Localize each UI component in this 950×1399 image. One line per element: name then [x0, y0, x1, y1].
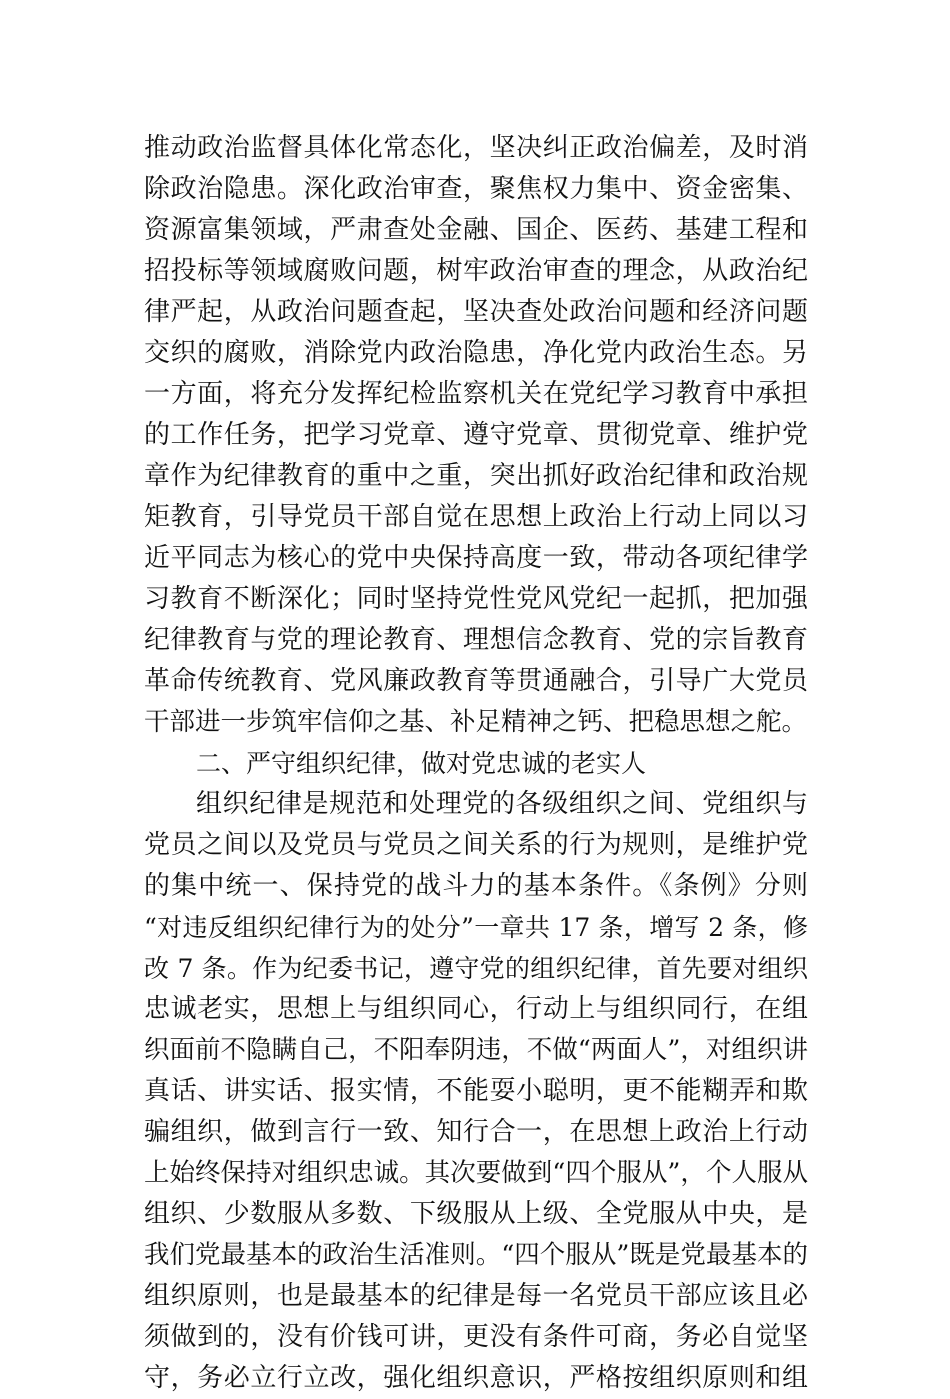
text-line: 律严起，从政治问题查起，坚决查处政治问题和经济问题 [144, 297, 808, 327]
text-line: 忠诚老实，思想上与组织同心，行动上与组织同行，在组 [144, 994, 808, 1024]
text-line: 组织原则，也是最基本的纪律是每一名党员干部应该且必 [144, 1281, 808, 1311]
text-line: 章作为纪律教育的重中之重，突出抓好政治纪律和政治规 [144, 461, 808, 491]
section-heading: 二、严守组织纪律，做对党忠诚的老实人 [196, 749, 647, 778]
text-line: 组织、少数服从多数、下级服从上级、全党服从中央，是 [144, 1199, 808, 1229]
text-line: 骗组织，做到言行一致、知行合一，在思想上政治上行动 [144, 1117, 808, 1147]
text-line: 真话、讲实话、报实情，不能耍小聪明，更不能糊弄和欺 [144, 1076, 808, 1106]
text-line: 我们党最基本的政治生活准则。“四个服从”既是党最基本的 [144, 1240, 808, 1270]
document-body [144, 128, 808, 1399]
text-line: 除政治隐患。深化政治审查，聚焦权力集中、资金密集、 [144, 174, 808, 204]
text-line: 组织纪律是规范和处理党的各级组织之间、党组织与 [196, 789, 808, 819]
text-line: 纪律教育与党的理论教育、理想信念教育、党的宗旨教育 [144, 625, 808, 655]
text-line: 须做到的，没有价钱可讲，更没有条件可商，务必自觉坚 [144, 1322, 808, 1352]
paragraph-1 [144, 128, 808, 743]
text-line: 干部进一步筑牢信仰之基、补足精神之钙、把稳思想之舵。 [144, 707, 808, 737]
text-line: 习教育不断深化；同时坚持党性党风党纪一起抓，把加强 [144, 584, 808, 614]
text-line: “对违反组织纪律行为的处分”一章共 17 条，增写 2 条，修 [144, 913, 808, 942]
text-line: 的集中统一、保持党的战斗力的基本条件。《条例》分则 [144, 871, 808, 901]
text-line: 一方面，将充分发挥纪检监察机关在党纪学习教育中承担 [144, 379, 808, 409]
text-line: 织面前不隐瞒自己，不阳奉阴违，不做“两面人”，对组织讲 [144, 1035, 808, 1065]
text-line: 守，务必立行立改，强化组织意识，严格按组织原则和组 [144, 1363, 808, 1393]
text-line: 的工作任务，把学习党章、遵守党章、贯彻党章、维护党 [144, 420, 808, 450]
paragraph-2 [144, 784, 808, 1399]
text-line: 改 7 条。作为纪委书记，遵守党的组织纪律，首先要对组织 [144, 954, 808, 983]
text-line: 推动政治监督具体化常态化，坚决纠正政治偏差，及时消 [144, 133, 808, 163]
text-line: 上始终保持对组织忠诚。其次要做到“四个服从”，个人服从 [144, 1158, 808, 1188]
text-line: 矩教育，引导党员干部自觉在思想上政治上行动上同以习 [144, 502, 808, 532]
text-line: 资源富集领域，严肃查处金融、国企、医药、基建工程和 [144, 215, 808, 245]
text-line: 革命传统教育、党风廉政教育等贯通融合，引导广大党员 [144, 666, 808, 696]
text-line: 招投标等领域腐败问题，树牢政治审查的理念，从政治纪 [144, 256, 808, 286]
text-line: 党员之间以及党员与党员之间关系的行为规则，是维护党 [144, 830, 808, 860]
text-line: 交织的腐败，消除党内政治隐患，净化党内政治生态。另 [144, 338, 808, 368]
text-line: 近平同志为核心的党中央保持高度一致，带动各项纪律学 [144, 543, 808, 573]
